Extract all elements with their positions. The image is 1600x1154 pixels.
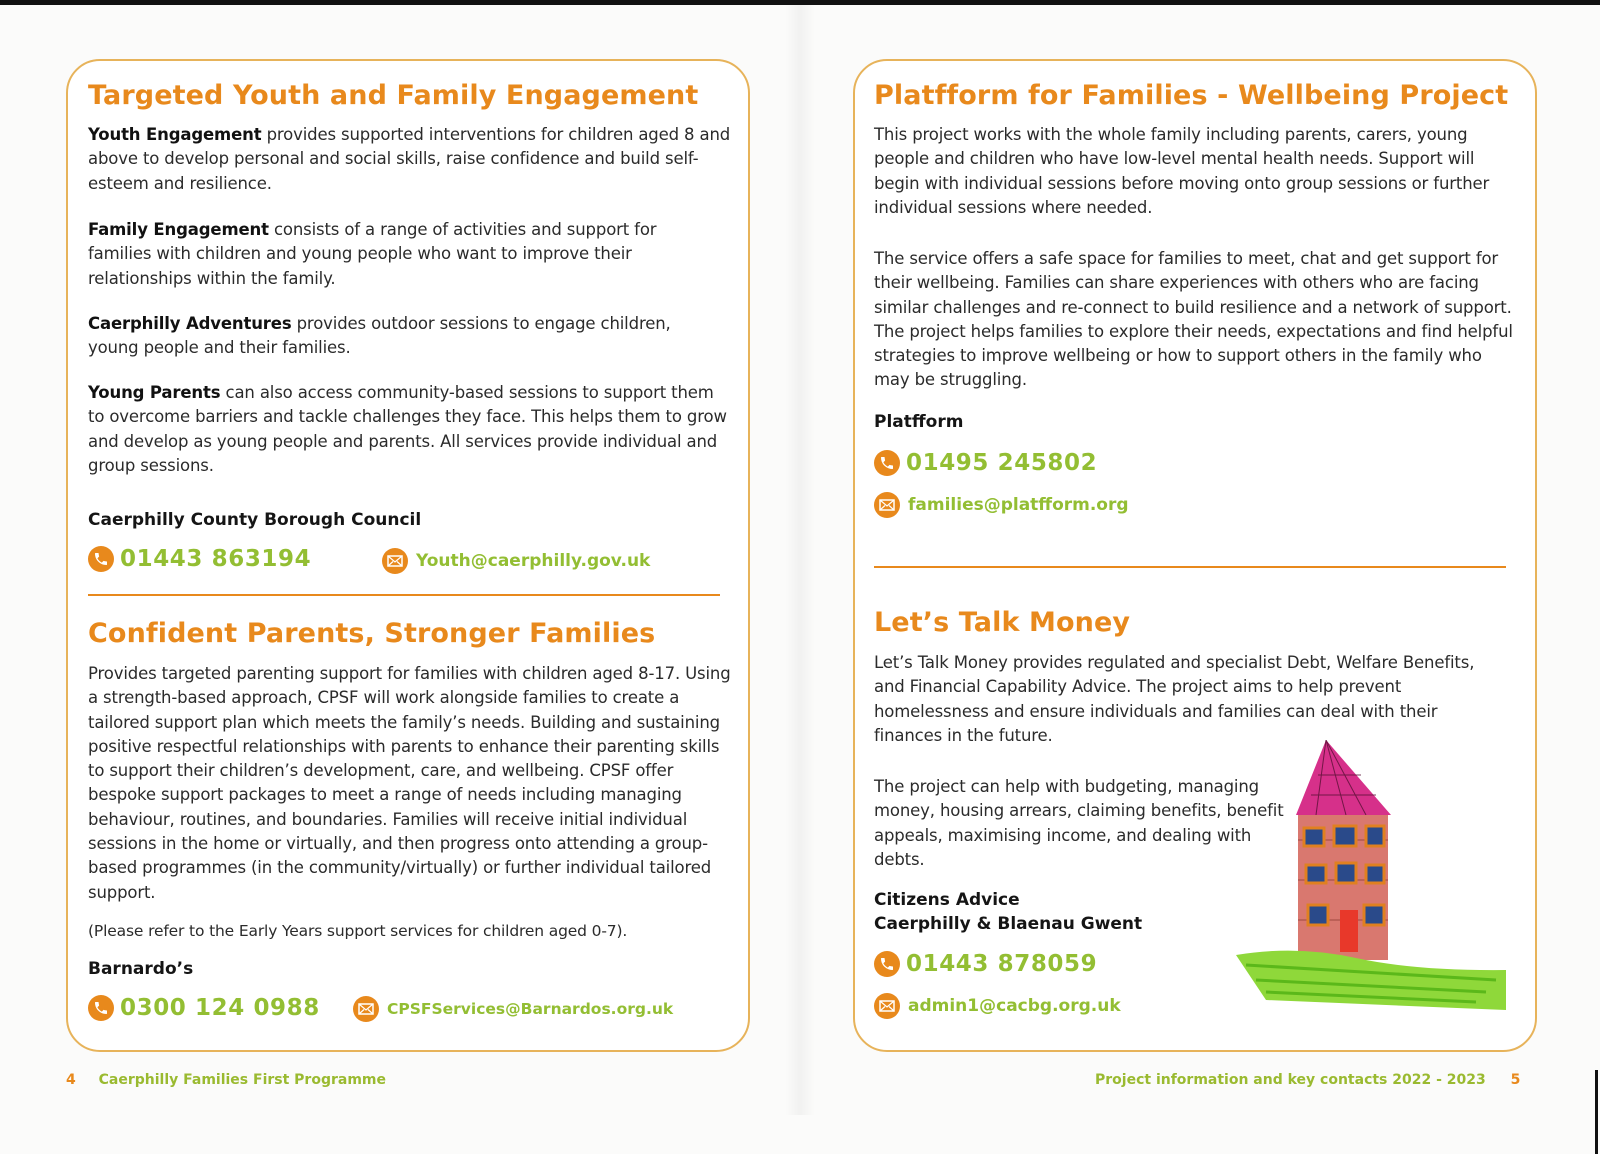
term-youth-engagement: Youth Engagement [88,125,262,144]
section-title-platfform: Platfform for Families - Wellbeing Project [874,80,1509,111]
phone-number: 01443 863194 [120,546,312,572]
footer-left [66,1072,386,1088]
org-caerphilly-council: Caerphilly County Borough Council [88,510,422,530]
phone-icon [874,951,900,977]
contact-phone-platfform[interactable] [874,450,1097,476]
term-caerphilly-adventures: Caerphilly Adventures [88,314,292,333]
paragraph-platfform-2: The service offers a safe space for families to meet, chat and get support for their wellbeing. Families can share experiences with others who are facing similar challenges and re-connect to build resilience and a network of support. The project helps families to explore their needs, expectations and find helpful strategies to improve wellbeing or how to support others in the family who may be struggling. [874,249,1513,390]
paragraph-young-parents: Young Parents can also access community-based sessions to support them to overcome barriers and tackle challenges they face. This helps them to grow and develop as young people and parents. All services provide individual and group sessions. [88,383,727,475]
paragraph-ltm-2: The project can help with budgeting, managing money, housing arrears, claiming benefits, benefit appeals, maximising income, and dealing with debts. [874,777,1284,869]
term-young-parents: Young Parents [88,383,221,402]
footer-right-text: Project information and key contacts 2022 - 2023 [1095,1072,1486,1088]
page-number-right: 5 [1510,1072,1521,1088]
page-number-left: 4 [66,1072,76,1088]
org-barnardos: Barnardo’s [88,959,194,979]
paragraph-cpsf: Provides targeted parenting support for families with children aged 8-17. Using a strength-based approach, CPSF will work alongside families to create a tailored support plan which meets the family’s needs. Building and sustaining positive respectful relationships with parents to enhance their parenting skills to support their children’s development, care, and wellbeing. CPSF offer bespoke support packages to meet a range of needs including managing behaviour, routines, and boundaries. Families will receive initial individual sessions in the home or virtually, and then progress onto attending a group-based programmes (in the community/virtually) or further individual tailored support. [88,664,731,902]
phone-number: 0300 124 0988 [120,995,320,1021]
phone-icon [88,995,114,1021]
paragraph-cpsf-note: (Please refer to the Early Years support services for children aged 0-7). [88,922,628,940]
paragraph-youth-engagement: Youth Engagement provides supported interventions for children aged 8 and above to develop personal and social skills, raise confidence and build self-esteem and resilience. [88,125,731,193]
paragraph-platfform-1: This project works with the whole family including parents, carers, young people and children who have low-level mental health needs. Support will begin with individual sessions before moving onto group sessions or further individual sessions where needed. [874,125,1490,217]
email-address: CPSFServices@Barnardos.org.uk [387,1000,674,1018]
footer-right [1095,1072,1520,1088]
contact-phone-citizens-advice[interactable] [874,951,1097,977]
contact-phone-caerphilly[interactable] [88,546,311,572]
phone-icon [88,546,114,572]
contact-email-caerphilly[interactable] [382,548,650,574]
paragraph-family-engagement: Family Engagement consists of a range of activities and support for families with children and young people who want to improve their relationships within the family. [88,220,657,288]
section-title-lets-talk-money: Let’s Talk Money [874,607,1131,638]
email-address: admin1@cacbg.org.uk [908,996,1121,1016]
contact-phone-barnardos[interactable] [88,995,320,1021]
scan-right-edge [1595,1070,1598,1154]
contact-email-platfform[interactable] [874,492,1129,518]
email-icon [353,996,379,1022]
email-address: Youth@caerphilly.gov.uk [416,551,651,571]
org-platfform: Platfform [874,412,964,432]
term-family-engagement: Family Engagement [88,220,269,239]
footer-left-text: Caerphilly Families First Programme [98,1072,387,1088]
phone-number: 01443 878059 [906,951,1098,977]
email-address: families@platfform.org [908,495,1129,515]
section-title-youth-family: Targeted Youth and Family Engagement [88,80,699,111]
section-divider [88,594,720,596]
phone-icon [874,450,900,476]
house-drawing [1236,740,1506,1030]
org-citizens-advice: Citizens Advice Caerphilly & Blaenau Gwent [874,890,1143,934]
email-icon [874,492,900,518]
section-divider [874,566,1506,568]
paragraph-caerphilly-adventures: Caerphilly Adventures provides outdoor sessions to engage children, young people and their families. [88,314,671,358]
contact-email-barnardos[interactable] [353,996,673,1022]
book-spine [785,5,815,1115]
email-icon [382,548,408,574]
phone-number: 01495 245802 [906,450,1098,476]
contact-email-citizens-advice[interactable] [874,993,1121,1019]
email-icon [874,993,900,1019]
section-title-cpsf: Confident Parents, Stronger Families [88,618,656,649]
paragraph-ltm-1: Let’s Talk Money provides regulated and specialist Debt, Welfare Benefits, and Financial Capability Advice. The project aims to help prevent homelessness and ensure individuals and families can deal with their finances in the future. [874,653,1475,745]
